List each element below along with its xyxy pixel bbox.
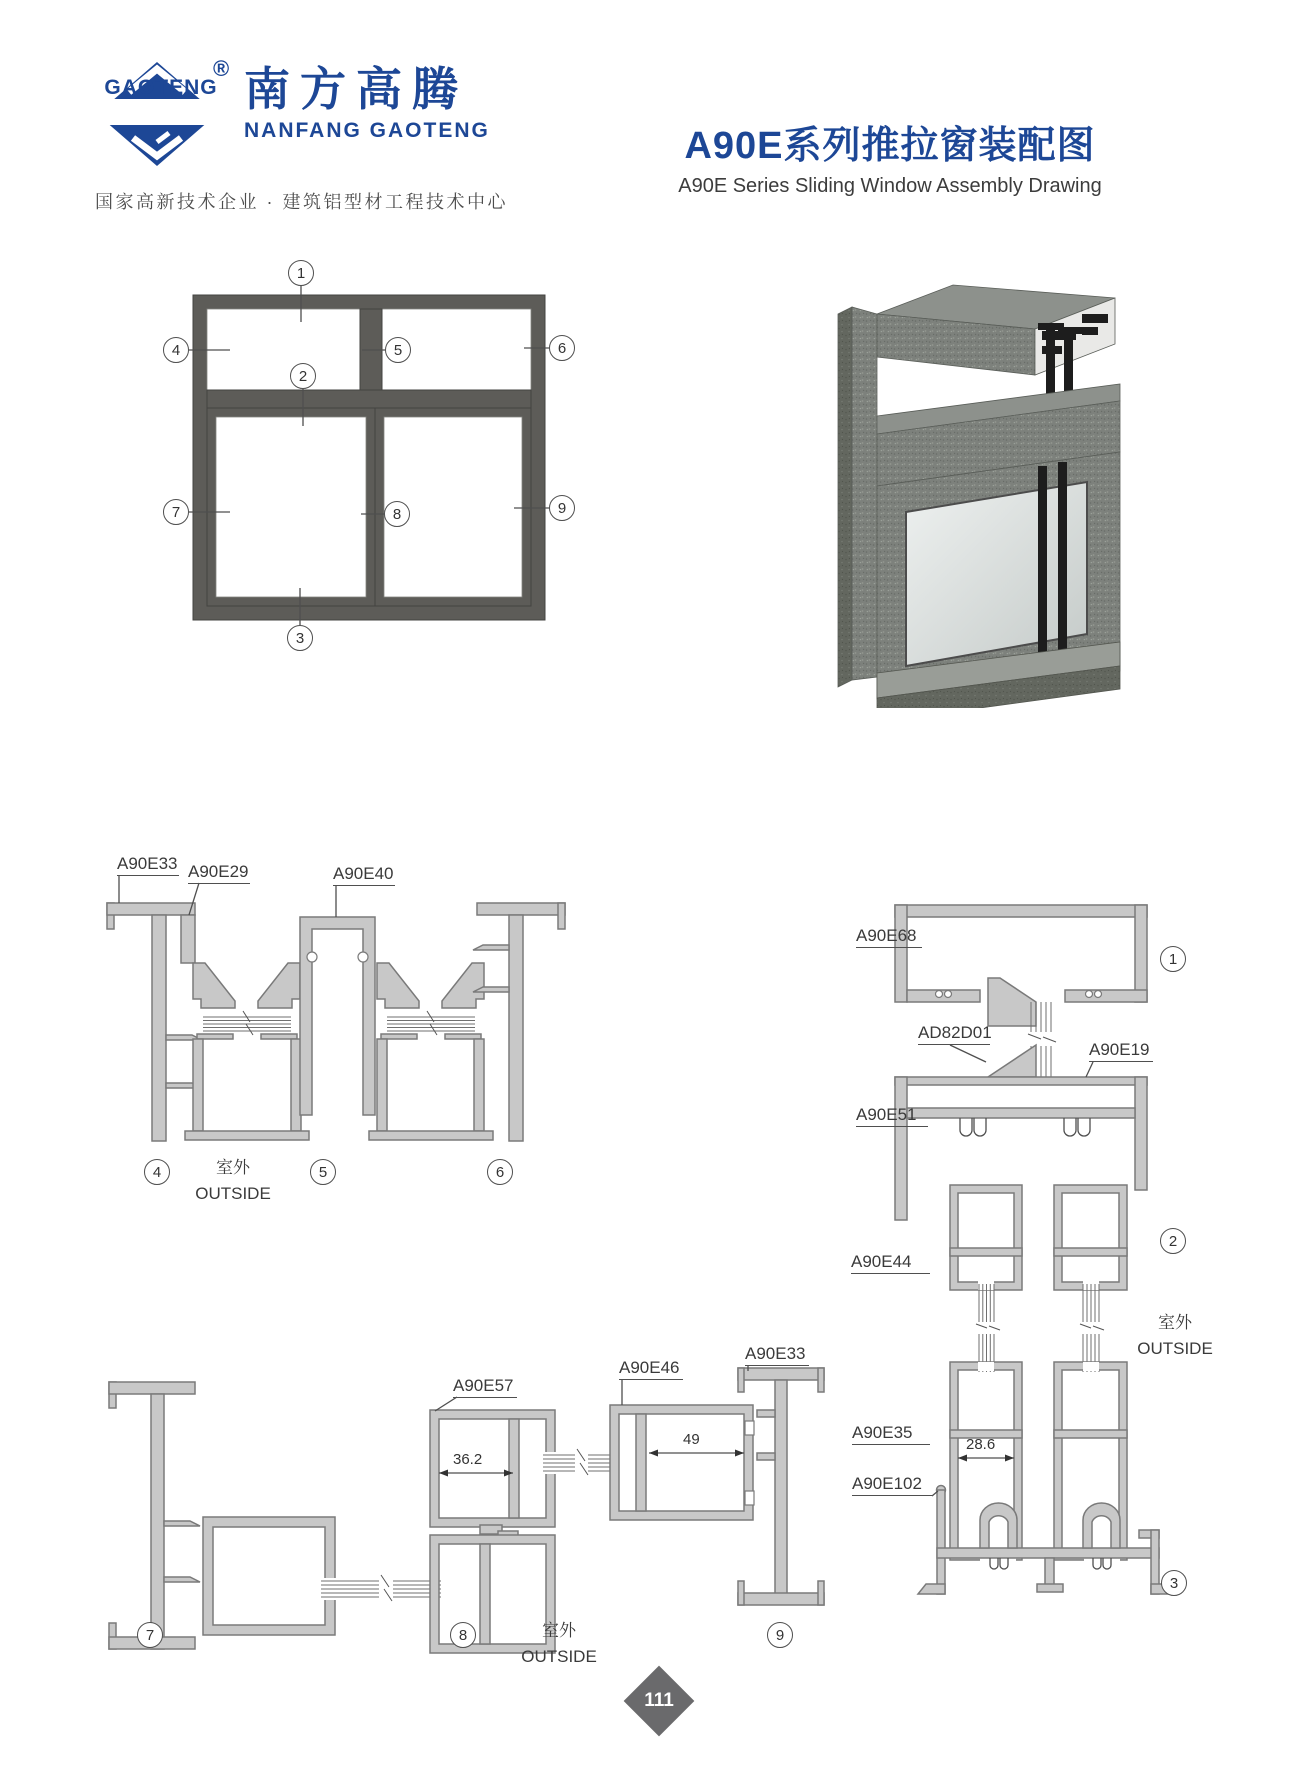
- meeting-rails-upper: [950, 1185, 1127, 1290]
- track-profile: [203, 1517, 335, 1635]
- window-elevation-diagram: [130, 230, 590, 680]
- page-title-cn: A90E系列推拉窗装配图: [684, 125, 1096, 167]
- sash-profile-a90e57: [430, 1410, 555, 1539]
- left-jamb-profile: [109, 1382, 200, 1649]
- profile-label-a90e51: A90E51: [856, 1105, 928, 1127]
- glass-lines-right: [387, 1011, 475, 1035]
- registered-mark: ®: [213, 56, 230, 81]
- dim-28-6: 28.6: [966, 1436, 996, 1453]
- outside-cn: 室外: [216, 1158, 250, 1177]
- section-callout-8: 8: [450, 1622, 476, 1648]
- outside-en: OUTSIDE: [195, 1183, 271, 1203]
- head-frame-profile: [895, 905, 1147, 1026]
- page-number-badge: [624, 1666, 695, 1737]
- jamb-front-face: [852, 307, 877, 680]
- window-elevation-svg: [130, 230, 590, 680]
- page-number: 111: [644, 1690, 674, 1711]
- profile-label-a90e29: A90E29: [188, 862, 250, 884]
- profile-label-a90e44: A90E44: [851, 1252, 930, 1274]
- glass-band-1: [321, 1575, 441, 1601]
- section-callout-4: 4: [144, 1159, 170, 1185]
- brand-names: [244, 63, 490, 143]
- callout-1: 1: [288, 260, 314, 286]
- dim-28-6-line: [958, 1455, 1014, 1462]
- section-callout-2: 2: [1160, 1228, 1186, 1254]
- brand-name-cn: 南方高腾: [244, 63, 468, 115]
- glazing-wedges-right: [369, 963, 493, 1140]
- logo-mark-text: GAOTENG: [104, 76, 218, 99]
- transom-bar: [207, 390, 531, 408]
- page-title-en: A90E Series Sliding Window Assembly Drawing: [678, 175, 1102, 197]
- profile-label-a90e40: A90E40: [333, 864, 395, 886]
- profile-label-a90e68: A90E68: [856, 926, 922, 948]
- profile-label-ad82d01: AD82D01: [918, 1023, 990, 1045]
- brand-tagline: 国家高新技术企业 · 建筑铝型材工程技术中心: [95, 192, 508, 212]
- company-logo-icon: [95, 56, 230, 170]
- wedge-ad82d01: [988, 1045, 1036, 1077]
- profile-label-a90e33: A90E33: [117, 854, 179, 876]
- profile-label-a90e46: A90E46: [619, 1358, 683, 1380]
- callout-7: 7: [163, 499, 189, 525]
- outside-label: [193, 1155, 273, 1206]
- window-3d-render: [690, 228, 1150, 708]
- section-callout-9: 9: [767, 1622, 793, 1648]
- outside-en: OUTSIDE: [1137, 1338, 1213, 1358]
- callout-3: 3: [287, 625, 313, 651]
- window-frame: [193, 295, 545, 620]
- section-callout-1: 1: [1160, 946, 1186, 972]
- callout-4: 4: [163, 337, 189, 363]
- glass-lines-left: [203, 1011, 291, 1035]
- callout-9: 9: [549, 495, 575, 521]
- section-callout-5: 5: [310, 1159, 336, 1185]
- callout-8: 8: [384, 501, 410, 527]
- outside-cn: 室外: [542, 1621, 576, 1640]
- brand-name-en: NANFANG GAOTENG: [244, 119, 490, 142]
- section-callout-6: 6: [487, 1159, 513, 1185]
- callout-5: 5: [385, 337, 411, 363]
- section-callout-3: 3: [1161, 1570, 1187, 1596]
- callout-6: 6: [549, 335, 575, 361]
- outside-cn: 室外: [1158, 1313, 1192, 1332]
- section-view-456: [85, 755, 585, 1210]
- profile-label-a90e35: A90E35: [852, 1423, 930, 1445]
- outside-label: [1132, 1310, 1218, 1361]
- profile-label-a90e19: A90E19: [1089, 1040, 1153, 1062]
- section-callout-7: 7: [137, 1622, 163, 1648]
- glass-band-2: [543, 1449, 620, 1475]
- bottom-rails-profile: [950, 1362, 1127, 1561]
- left-jamb-profile: [107, 903, 202, 1141]
- callout-2: 2: [290, 363, 316, 389]
- center-mullion-profile: [300, 917, 375, 1115]
- section-456-svg: [85, 755, 575, 1200]
- page-title: [655, 114, 1125, 198]
- outside-label: [519, 1618, 599, 1669]
- dim-36-2: 36.2: [453, 1451, 483, 1468]
- section-view-789: [85, 1335, 835, 1670]
- profile-label-a90e33b: A90E33: [745, 1344, 809, 1366]
- dim-49: 49: [683, 1431, 700, 1448]
- glazing-wedges-left: [185, 963, 309, 1140]
- profile-label-a90e57: A90E57: [453, 1376, 517, 1398]
- right-jamb-profile: [473, 903, 565, 1141]
- profile-label-a90e102: A90E102: [852, 1474, 932, 1496]
- section-view-123: [840, 890, 1275, 1620]
- jamb-side-face: [838, 307, 852, 687]
- sash-profile-a90e46: [610, 1405, 754, 1520]
- outside-en: OUTSIDE: [521, 1646, 597, 1666]
